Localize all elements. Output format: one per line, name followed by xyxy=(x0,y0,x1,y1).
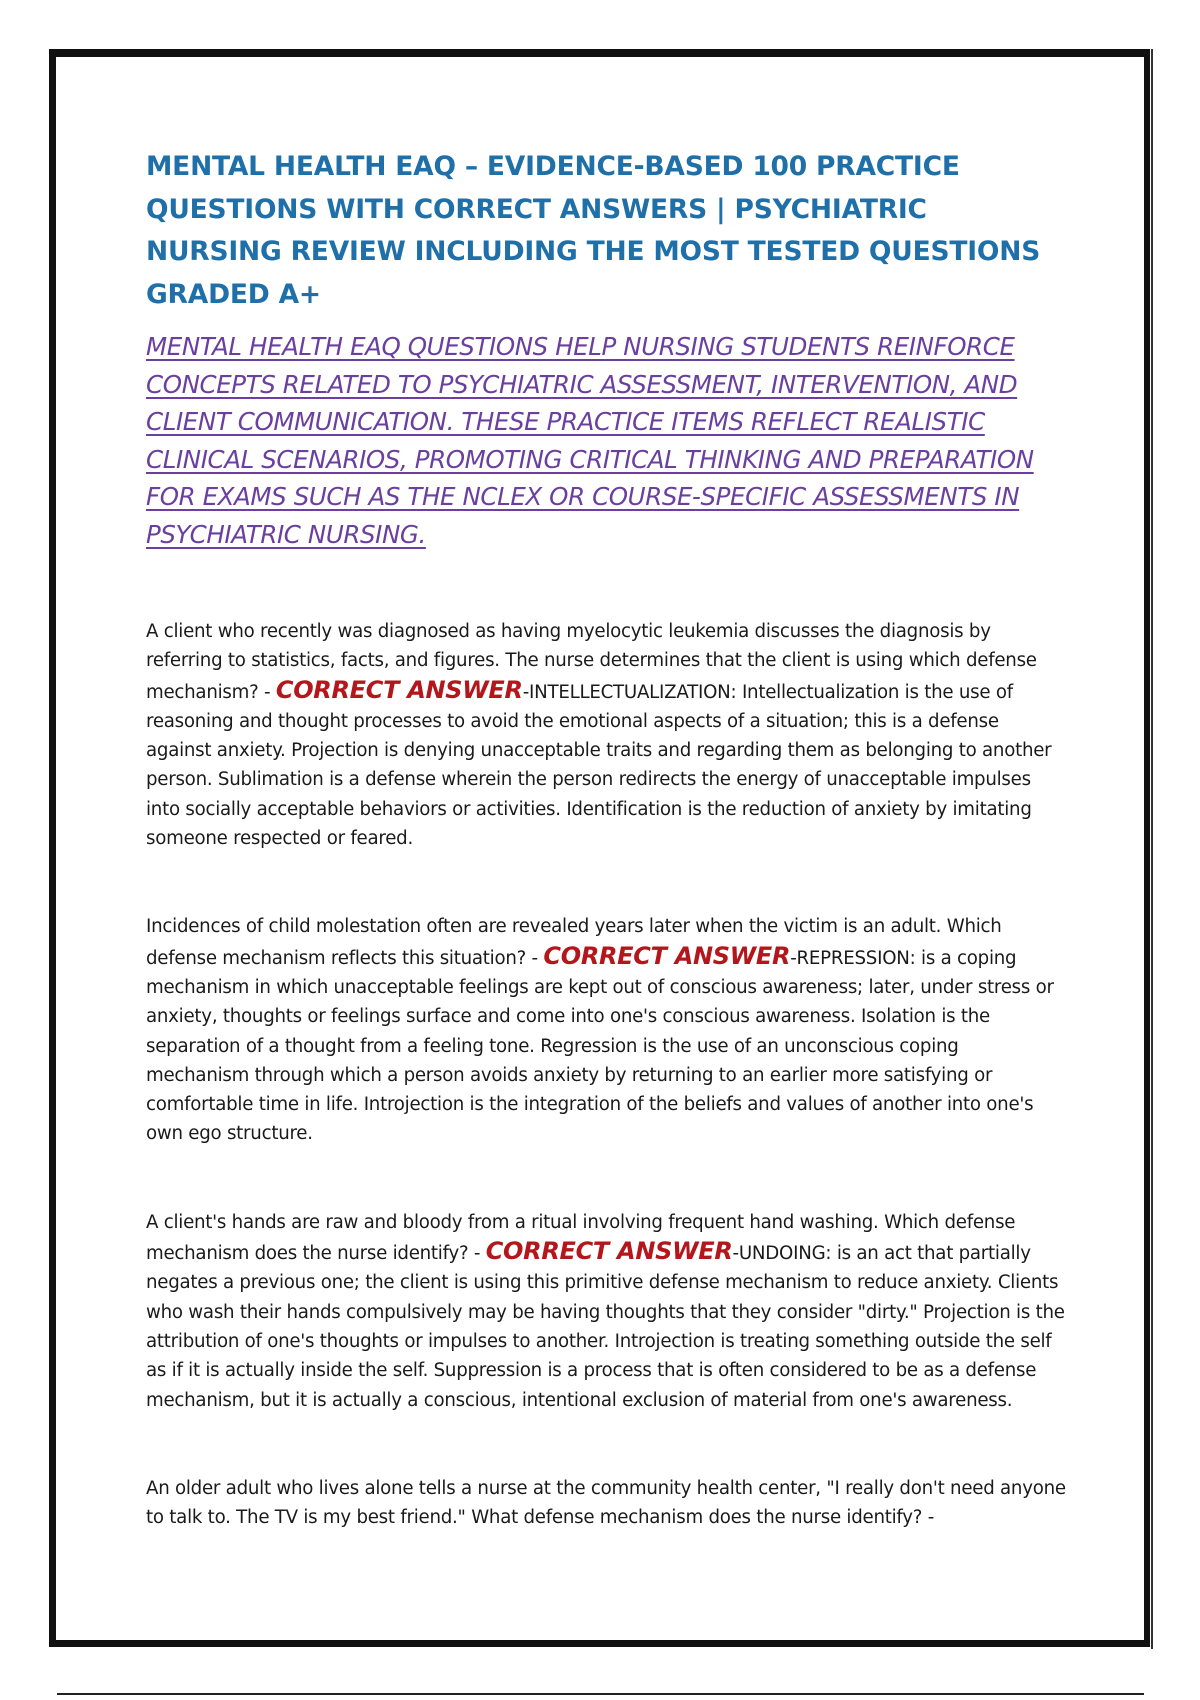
page-divider xyxy=(57,1693,1144,1695)
document-content xyxy=(146,146,1066,1532)
document-title: MENTAL HEALTH EAQ – EVIDENCE-BASED 100 PRACTICE QUESTIONS WITH CORRECT ANSWERS | PSYCHIATRIC NURSING REVIEW INCLUDING THE MOST TESTED QUESTIONS GRADED A+ xyxy=(146,151,1041,310)
page-border-shadow xyxy=(1151,49,1153,1649)
correct-answer-label: CORRECT ANSWER xyxy=(485,1237,733,1266)
question-text: A client's hands are raw and bloody from a ritual involving frequent hand washing. Which defense mechanism does the nurse identify? - xyxy=(146,1211,1016,1265)
answer-text: -UNDOING: is an act that partially negates a previous one; the client is using this primitive defense mechanism to reduce anxiety. Clients who wash their hands compulsively may be having thoughts that they consider "dirty." Projection is the attribution of one's thoughts or impulses to another. Introjection is treating something outside the self as if it is actually inside the self. Suppression is a process that is often considered to be as a defense mechanism, but it is actually a conscious, intentional exclusion of material from one's awareness. xyxy=(146,1243,1065,1411)
question-text: Incidences of child molestation often are revealed years later when the victim is an adult. Which defense mechanism reflects this situation? - xyxy=(146,916,1002,969)
question-item-3 xyxy=(146,1208,1066,1415)
question-item-4 xyxy=(146,1474,1066,1533)
answer-text: -REPRESSION: is a coping mechanism in which unacceptable feelings are kept out of conscious awareness; later, under stress or anxiety, thoughts or feelings surface and come into one's conscious awareness. Isolation is the separation of a thought from a feeling tone. Regression is the use of an unconscious coping mechanism through which a person avoids anxiety by returning to an earlier more satisfying or comfortable time in life. Introjection is the integration of the beliefs and values of another into one's own ego structure. xyxy=(146,947,1054,1145)
document-subtitle: MENTAL HEALTH EAQ QUESTIONS HELP NURSING STUDENTS REINFORCE CONCEPTS RELATED TO PSYCHIATRIC ASSESSMENT, INTERVENTION, AND CLIENT COMMUNICATION. THESE PRACTICE ITEMS REFLECT REALISTIC CLINICAL SCENARIOS, PROMOTING CRITICAL THINKING AND PREPARATION FOR EXAMS SUCH AS THE NCLEX OR COURSE-SPECIFIC ASSESSMENTS IN PSYCHIATRIC NURSING. xyxy=(146,332,1034,549)
question-item-1 xyxy=(146,617,1066,853)
question-text: A client who recently was diagnosed as having myelocytic leukemia discusses the diagnosis by referring to statistics, facts, and figures. The nurse determines that the client is using which defense mechanism? - xyxy=(146,621,1037,703)
correct-answer-label: CORRECT ANSWER xyxy=(543,941,791,970)
answer-text: -INTELLECTUALIZATION: Intellectualization is the use of reasoning and thought processes to avoid the emotional aspects of a situation; this is a defense against anxiety. Projection is denying unacceptable traits and regarding them as belonging to another person. Sublimation is a defense wherein the person redirects the energy of unacceptable impulses into socially acceptable behaviors or activities. Identification is the reduction of anxiety by imitating someone respected or feared. xyxy=(146,681,1052,850)
correct-answer-label: CORRECT ANSWER xyxy=(275,675,523,704)
question-item-2 xyxy=(146,912,1066,1148)
question-text: An older adult who lives alone tells a nurse at the community health center, "I really don't need anyone to talk to. The TV is my best friend." What defense mechanism does the nurse identify? - xyxy=(146,1477,1066,1529)
